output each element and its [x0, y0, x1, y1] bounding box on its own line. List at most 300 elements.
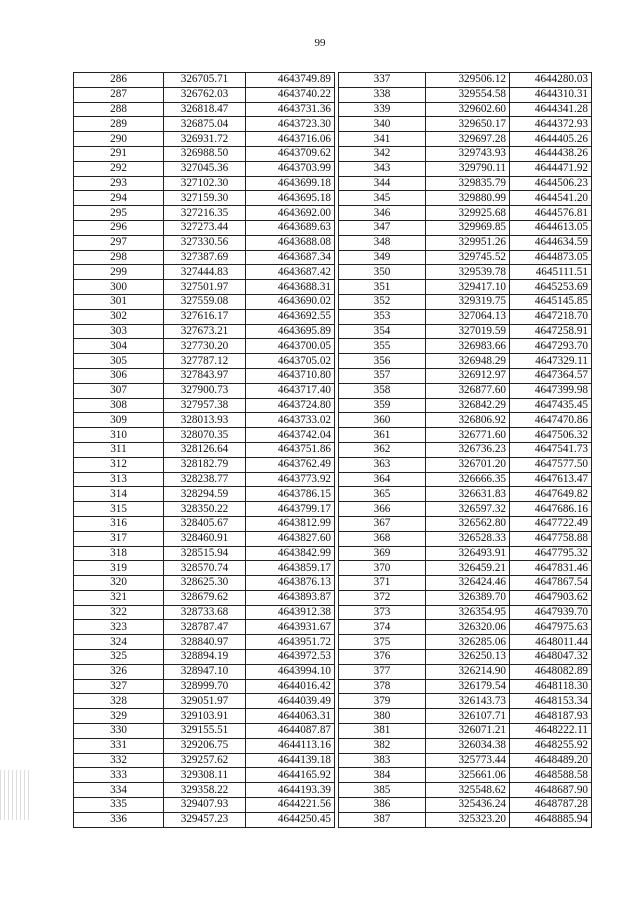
y-coordinate-cell: 4648011.44 [510, 635, 592, 650]
table-row [339, 768, 592, 783]
point-number-cell: 344 [339, 176, 426, 191]
x-coordinate-cell: 326034.38 [426, 738, 510, 753]
table-row [74, 502, 335, 517]
x-coordinate-cell: 325773.44 [426, 753, 510, 768]
y-coordinate-cell: 4647795.32 [510, 546, 592, 561]
table-row [339, 487, 592, 502]
point-number-cell: 286 [74, 73, 164, 88]
x-coordinate-cell: 326562.80 [426, 516, 510, 531]
table-row [339, 650, 592, 665]
table-row [74, 368, 335, 383]
point-number-cell: 299 [74, 265, 164, 280]
point-number-cell: 308 [74, 398, 164, 413]
point-number-cell: 329 [74, 709, 164, 724]
x-coordinate-cell: 328787.47 [164, 620, 246, 635]
point-number-cell: 370 [339, 561, 426, 576]
table-row [339, 220, 592, 235]
y-coordinate-cell: 4647686.16 [510, 502, 592, 517]
point-number-cell: 320 [74, 576, 164, 591]
x-coordinate-cell: 328350.22 [164, 502, 246, 517]
table-row [339, 73, 592, 88]
x-coordinate-cell: 329743.93 [426, 146, 510, 161]
table-row [74, 487, 335, 502]
point-number-cell: 363 [339, 457, 426, 472]
point-number-cell: 386 [339, 798, 426, 813]
point-number-cell: 339 [339, 102, 426, 117]
x-coordinate-cell: 327501.97 [164, 280, 246, 295]
table-row [74, 87, 335, 102]
table-row [74, 664, 335, 679]
point-number-cell: 310 [74, 428, 164, 443]
y-coordinate-cell: 4643827.60 [245, 531, 334, 546]
table-row [74, 724, 335, 739]
y-coordinate-cell: 4643762.49 [245, 457, 334, 472]
point-number-cell: 330 [74, 724, 164, 739]
y-coordinate-cell: 4644873.05 [510, 250, 592, 265]
y-coordinate-cell: 4648787.28 [510, 798, 592, 813]
table-row [74, 191, 335, 206]
x-coordinate-cell: 327159.30 [164, 191, 246, 206]
point-number-cell: 333 [74, 768, 164, 783]
x-coordinate-cell: 329697.28 [426, 132, 510, 147]
y-coordinate-cell: 4643695.89 [245, 324, 334, 339]
y-coordinate-cell: 4648187.93 [510, 709, 592, 724]
x-coordinate-cell: 326424.46 [426, 576, 510, 591]
table-row [339, 146, 592, 161]
y-coordinate-cell: 4643751.86 [245, 442, 334, 457]
y-coordinate-cell: 4643695.18 [245, 191, 334, 206]
y-coordinate-cell: 4643709.62 [245, 146, 334, 161]
point-number-cell: 381 [339, 724, 426, 739]
y-coordinate-cell: 4647218.70 [510, 309, 592, 324]
x-coordinate-cell: 328679.62 [164, 590, 246, 605]
point-number-cell: 372 [339, 590, 426, 605]
y-coordinate-cell: 4643705.02 [245, 354, 334, 369]
table-row [339, 709, 592, 724]
x-coordinate-cell: 327444.83 [164, 265, 246, 280]
point-number-cell: 311 [74, 442, 164, 457]
point-number-cell: 335 [74, 798, 164, 813]
x-coordinate-cell: 328070.35 [164, 428, 246, 443]
point-number-cell: 373 [339, 605, 426, 620]
y-coordinate-cell: 4643742.04 [245, 428, 334, 443]
y-coordinate-cell: 4643687.42 [245, 265, 334, 280]
x-coordinate-cell: 329358.22 [164, 783, 246, 798]
point-number-cell: 324 [74, 635, 164, 650]
table-row [339, 442, 592, 457]
y-coordinate-cell: 4647903.62 [510, 590, 592, 605]
table-row [339, 117, 592, 132]
x-coordinate-cell: 328238.77 [164, 472, 246, 487]
y-coordinate-cell: 4644113.16 [245, 738, 334, 753]
x-coordinate-cell: 329745.52 [426, 250, 510, 265]
y-coordinate-cell: 4647867.54 [510, 576, 592, 591]
y-coordinate-cell: 4647831.46 [510, 561, 592, 576]
y-coordinate-cell: 4644438.26 [510, 146, 592, 161]
x-coordinate-cell: 328570.74 [164, 561, 246, 576]
y-coordinate-cell: 4647435.45 [510, 398, 592, 413]
y-coordinate-cell: 4647577.50 [510, 457, 592, 472]
y-coordinate-cell: 4644039.49 [245, 694, 334, 709]
table-row [74, 73, 335, 88]
table-row [339, 428, 592, 443]
table-row [339, 561, 592, 576]
x-coordinate-cell: 326528.33 [426, 531, 510, 546]
x-coordinate-cell: 327102.30 [164, 176, 246, 191]
table-row [74, 220, 335, 235]
x-coordinate-cell: 326988.50 [164, 146, 246, 161]
table-row [74, 398, 335, 413]
y-coordinate-cell: 4644541.20 [510, 191, 592, 206]
point-number-cell: 334 [74, 783, 164, 798]
y-coordinate-cell: 4647722.49 [510, 516, 592, 531]
point-number-cell: 379 [339, 694, 426, 709]
point-number-cell: 294 [74, 191, 164, 206]
point-number-cell: 355 [339, 339, 426, 354]
y-coordinate-cell: 4643842.99 [245, 546, 334, 561]
y-coordinate-cell: 4643994.10 [245, 664, 334, 679]
x-coordinate-cell: 326912.97 [426, 368, 510, 383]
y-coordinate-cell: 4644087.87 [245, 724, 334, 739]
point-number-cell: 376 [339, 650, 426, 665]
y-coordinate-cell: 4643688.08 [245, 235, 334, 250]
x-coordinate-cell: 326705.71 [164, 73, 246, 88]
table-row [339, 294, 592, 309]
point-number-cell: 351 [339, 280, 426, 295]
x-coordinate-cell: 328126.64 [164, 442, 246, 457]
x-coordinate-cell: 326842.29 [426, 398, 510, 413]
table-row [74, 339, 335, 354]
y-coordinate-cell: 4647258.91 [510, 324, 592, 339]
x-coordinate-cell: 327216.35 [164, 206, 246, 221]
x-coordinate-cell: 329257.62 [164, 753, 246, 768]
y-coordinate-cell: 4644471.92 [510, 161, 592, 176]
point-number-cell: 356 [339, 354, 426, 369]
y-coordinate-cell: 4644193.39 [245, 783, 334, 798]
table-row [339, 516, 592, 531]
point-number-cell: 383 [339, 753, 426, 768]
y-coordinate-cell: 4647470.86 [510, 413, 592, 428]
point-number-cell: 364 [339, 472, 426, 487]
x-coordinate-cell: 326285.06 [426, 635, 510, 650]
y-coordinate-cell: 4645253.69 [510, 280, 592, 295]
point-number-cell: 346 [339, 206, 426, 221]
y-coordinate-cell: 4643799.17 [245, 502, 334, 517]
table-row [74, 709, 335, 724]
table-row [74, 176, 335, 191]
table-row [339, 176, 592, 191]
point-number-cell: 378 [339, 679, 426, 694]
x-coordinate-cell: 327019.59 [426, 324, 510, 339]
x-coordinate-cell: 326597.32 [426, 502, 510, 517]
table-row [74, 324, 335, 339]
point-number-cell: 306 [74, 368, 164, 383]
point-number-cell: 317 [74, 531, 164, 546]
table-row [74, 561, 335, 576]
table-row [339, 398, 592, 413]
point-number-cell: 302 [74, 309, 164, 324]
coordinates-table-right [338, 72, 592, 828]
x-coordinate-cell: 328515.94 [164, 546, 246, 561]
x-coordinate-cell: 328733.68 [164, 605, 246, 620]
x-coordinate-cell: 326250.13 [426, 650, 510, 665]
x-coordinate-cell: 329155.51 [164, 724, 246, 739]
x-coordinate-cell: 326179.54 [426, 679, 510, 694]
x-coordinate-cell: 327730.20 [164, 339, 246, 354]
x-coordinate-cell: 325436.24 [426, 798, 510, 813]
y-coordinate-cell: 4643688.31 [245, 280, 334, 295]
y-coordinate-cell: 4644405.26 [510, 132, 592, 147]
table-row [339, 309, 592, 324]
x-coordinate-cell: 328999.70 [164, 679, 246, 694]
table-row [339, 576, 592, 591]
y-coordinate-cell: 4647364.57 [510, 368, 592, 383]
y-coordinate-cell: 4643812.99 [245, 516, 334, 531]
point-number-cell: 349 [339, 250, 426, 265]
x-coordinate-cell: 329835.79 [426, 176, 510, 191]
table-row [74, 783, 335, 798]
point-number-cell: 319 [74, 561, 164, 576]
y-coordinate-cell: 4643692.55 [245, 309, 334, 324]
x-coordinate-cell: 327064.13 [426, 309, 510, 324]
table-row [339, 679, 592, 694]
point-number-cell: 371 [339, 576, 426, 591]
table-row [339, 280, 592, 295]
point-number-cell: 359 [339, 398, 426, 413]
y-coordinate-cell: 4644372.93 [510, 117, 592, 132]
x-coordinate-cell: 329103.91 [164, 709, 246, 724]
x-coordinate-cell: 325548.62 [426, 783, 510, 798]
x-coordinate-cell: 327330.56 [164, 235, 246, 250]
y-coordinate-cell: 4647613.47 [510, 472, 592, 487]
table-row [339, 368, 592, 383]
x-coordinate-cell: 328405.67 [164, 516, 246, 531]
table-row [74, 117, 335, 132]
y-coordinate-cell: 4645111.51 [510, 265, 592, 280]
x-coordinate-cell: 328840.97 [164, 635, 246, 650]
point-number-cell: 325 [74, 650, 164, 665]
y-coordinate-cell: 4643692.00 [245, 206, 334, 221]
x-coordinate-cell: 329206.75 [164, 738, 246, 753]
table-row [74, 531, 335, 546]
y-coordinate-cell: 4643733.02 [245, 413, 334, 428]
point-number-cell: 365 [339, 487, 426, 502]
table-row [74, 635, 335, 650]
table-row [339, 206, 592, 221]
point-number-cell: 297 [74, 235, 164, 250]
point-number-cell: 300 [74, 280, 164, 295]
x-coordinate-cell: 326107.71 [426, 709, 510, 724]
point-number-cell: 289 [74, 117, 164, 132]
y-coordinate-cell: 4647975.63 [510, 620, 592, 635]
x-coordinate-cell: 329602.60 [426, 102, 510, 117]
y-coordinate-cell: 4648153.34 [510, 694, 592, 709]
y-coordinate-cell: 4647541.73 [510, 442, 592, 457]
table-row [74, 516, 335, 531]
point-number-cell: 318 [74, 546, 164, 561]
y-coordinate-cell: 4647293.70 [510, 339, 592, 354]
y-coordinate-cell: 4643893.87 [245, 590, 334, 605]
point-number-cell: 354 [339, 324, 426, 339]
y-coordinate-cell: 4643689.63 [245, 220, 334, 235]
x-coordinate-cell: 326701.20 [426, 457, 510, 472]
y-coordinate-cell: 4648047.32 [510, 650, 592, 665]
point-number-cell: 374 [339, 620, 426, 635]
y-coordinate-cell: 4643786.15 [245, 487, 334, 502]
table-row [74, 161, 335, 176]
point-number-cell: 301 [74, 294, 164, 309]
table-row [74, 428, 335, 443]
x-coordinate-cell: 326214.90 [426, 664, 510, 679]
table-row [339, 798, 592, 813]
y-coordinate-cell: 4648255.92 [510, 738, 592, 753]
table-row [339, 339, 592, 354]
point-number-cell: 368 [339, 531, 426, 546]
y-coordinate-cell: 4643723.30 [245, 117, 334, 132]
point-number-cell: 362 [339, 442, 426, 457]
point-number-cell: 295 [74, 206, 164, 221]
table-row [339, 635, 592, 650]
x-coordinate-cell: 329790.11 [426, 161, 510, 176]
table-row [339, 324, 592, 339]
table-row [339, 753, 592, 768]
x-coordinate-cell: 329880.99 [426, 191, 510, 206]
y-coordinate-cell: 4647649.82 [510, 487, 592, 502]
y-coordinate-cell: 4644613.05 [510, 220, 592, 235]
table-row [339, 87, 592, 102]
point-number-cell: 338 [339, 87, 426, 102]
y-coordinate-cell: 4645145.85 [510, 294, 592, 309]
table-row [74, 102, 335, 117]
x-coordinate-cell: 329650.17 [426, 117, 510, 132]
x-coordinate-cell: 326983.66 [426, 339, 510, 354]
point-number-cell: 313 [74, 472, 164, 487]
y-coordinate-cell: 4644139.18 [245, 753, 334, 768]
x-coordinate-cell: 326931.72 [164, 132, 246, 147]
table-row [74, 280, 335, 295]
point-number-cell: 352 [339, 294, 426, 309]
x-coordinate-cell: 326806.92 [426, 413, 510, 428]
y-coordinate-cell: 4643710.80 [245, 368, 334, 383]
table-row [74, 250, 335, 265]
table-row [339, 472, 592, 487]
table-row [339, 132, 592, 147]
x-coordinate-cell: 327787.12 [164, 354, 246, 369]
table-row [74, 413, 335, 428]
y-coordinate-cell: 4643687.34 [245, 250, 334, 265]
table-row [74, 590, 335, 605]
point-number-cell: 323 [74, 620, 164, 635]
x-coordinate-cell: 329457.23 [164, 812, 246, 827]
y-coordinate-cell: 4644341.28 [510, 102, 592, 117]
point-number-cell: 304 [74, 339, 164, 354]
x-coordinate-cell: 329539.78 [426, 265, 510, 280]
point-number-cell: 288 [74, 102, 164, 117]
y-coordinate-cell: 4644250.45 [245, 812, 334, 827]
y-coordinate-cell: 4644576.81 [510, 206, 592, 221]
point-number-cell: 340 [339, 117, 426, 132]
x-coordinate-cell: 328294.59 [164, 487, 246, 502]
table-row [74, 265, 335, 280]
table-row [74, 472, 335, 487]
x-coordinate-cell: 326818.47 [164, 102, 246, 117]
point-number-cell: 357 [339, 368, 426, 383]
x-coordinate-cell: 329407.93 [164, 798, 246, 813]
point-number-cell: 343 [339, 161, 426, 176]
table-row [339, 724, 592, 739]
table-row [339, 383, 592, 398]
table-row [339, 783, 592, 798]
y-coordinate-cell: 4648885.94 [510, 812, 592, 827]
table-row [74, 812, 335, 827]
y-coordinate-cell: 4644310.31 [510, 87, 592, 102]
table-row [339, 546, 592, 561]
x-coordinate-cell: 326493.91 [426, 546, 510, 561]
table-row [74, 738, 335, 753]
point-number-cell: 350 [339, 265, 426, 280]
y-coordinate-cell: 4643699.18 [245, 176, 334, 191]
x-coordinate-cell: 326320.06 [426, 620, 510, 635]
y-coordinate-cell: 4643749.89 [245, 73, 334, 88]
point-number-cell: 358 [339, 383, 426, 398]
table-row [74, 309, 335, 324]
point-number-cell: 292 [74, 161, 164, 176]
table-row [339, 605, 592, 620]
table-row [74, 650, 335, 665]
y-coordinate-cell: 4644165.92 [245, 768, 334, 783]
table-row [339, 265, 592, 280]
y-coordinate-cell: 4643717.40 [245, 383, 334, 398]
point-number-cell: 347 [339, 220, 426, 235]
x-coordinate-cell: 326762.03 [164, 87, 246, 102]
table-row [339, 102, 592, 117]
x-coordinate-cell: 328894.19 [164, 650, 246, 665]
point-number-cell: 293 [74, 176, 164, 191]
point-number-cell: 331 [74, 738, 164, 753]
y-coordinate-cell: 4643690.02 [245, 294, 334, 309]
table-row [339, 191, 592, 206]
x-coordinate-cell: 326354.95 [426, 605, 510, 620]
point-number-cell: 298 [74, 250, 164, 265]
page-number: 99 [314, 37, 326, 49]
point-number-cell: 315 [74, 502, 164, 517]
table-row [339, 620, 592, 635]
point-number-cell: 375 [339, 635, 426, 650]
table-row [339, 664, 592, 679]
y-coordinate-cell: 4643716.06 [245, 132, 334, 147]
x-coordinate-cell: 328182.79 [164, 457, 246, 472]
y-coordinate-cell: 4647329.11 [510, 354, 592, 369]
x-coordinate-cell: 326736.23 [426, 442, 510, 457]
table-row [74, 132, 335, 147]
table-row [74, 442, 335, 457]
scan-artifact [0, 770, 30, 820]
x-coordinate-cell: 329319.75 [426, 294, 510, 309]
x-coordinate-cell: 329969.85 [426, 220, 510, 235]
x-coordinate-cell: 326071.21 [426, 724, 510, 739]
y-coordinate-cell: 4643951.72 [245, 635, 334, 650]
point-number-cell: 361 [339, 428, 426, 443]
x-coordinate-cell: 326948.29 [426, 354, 510, 369]
y-coordinate-cell: 4647758.88 [510, 531, 592, 546]
x-coordinate-cell: 328013.93 [164, 413, 246, 428]
x-coordinate-cell: 327559.08 [164, 294, 246, 309]
point-number-cell: 360 [339, 413, 426, 428]
table-row [74, 546, 335, 561]
x-coordinate-cell: 328460.91 [164, 531, 246, 546]
y-coordinate-cell: 4648588.58 [510, 768, 592, 783]
y-coordinate-cell: 4644634.59 [510, 235, 592, 250]
